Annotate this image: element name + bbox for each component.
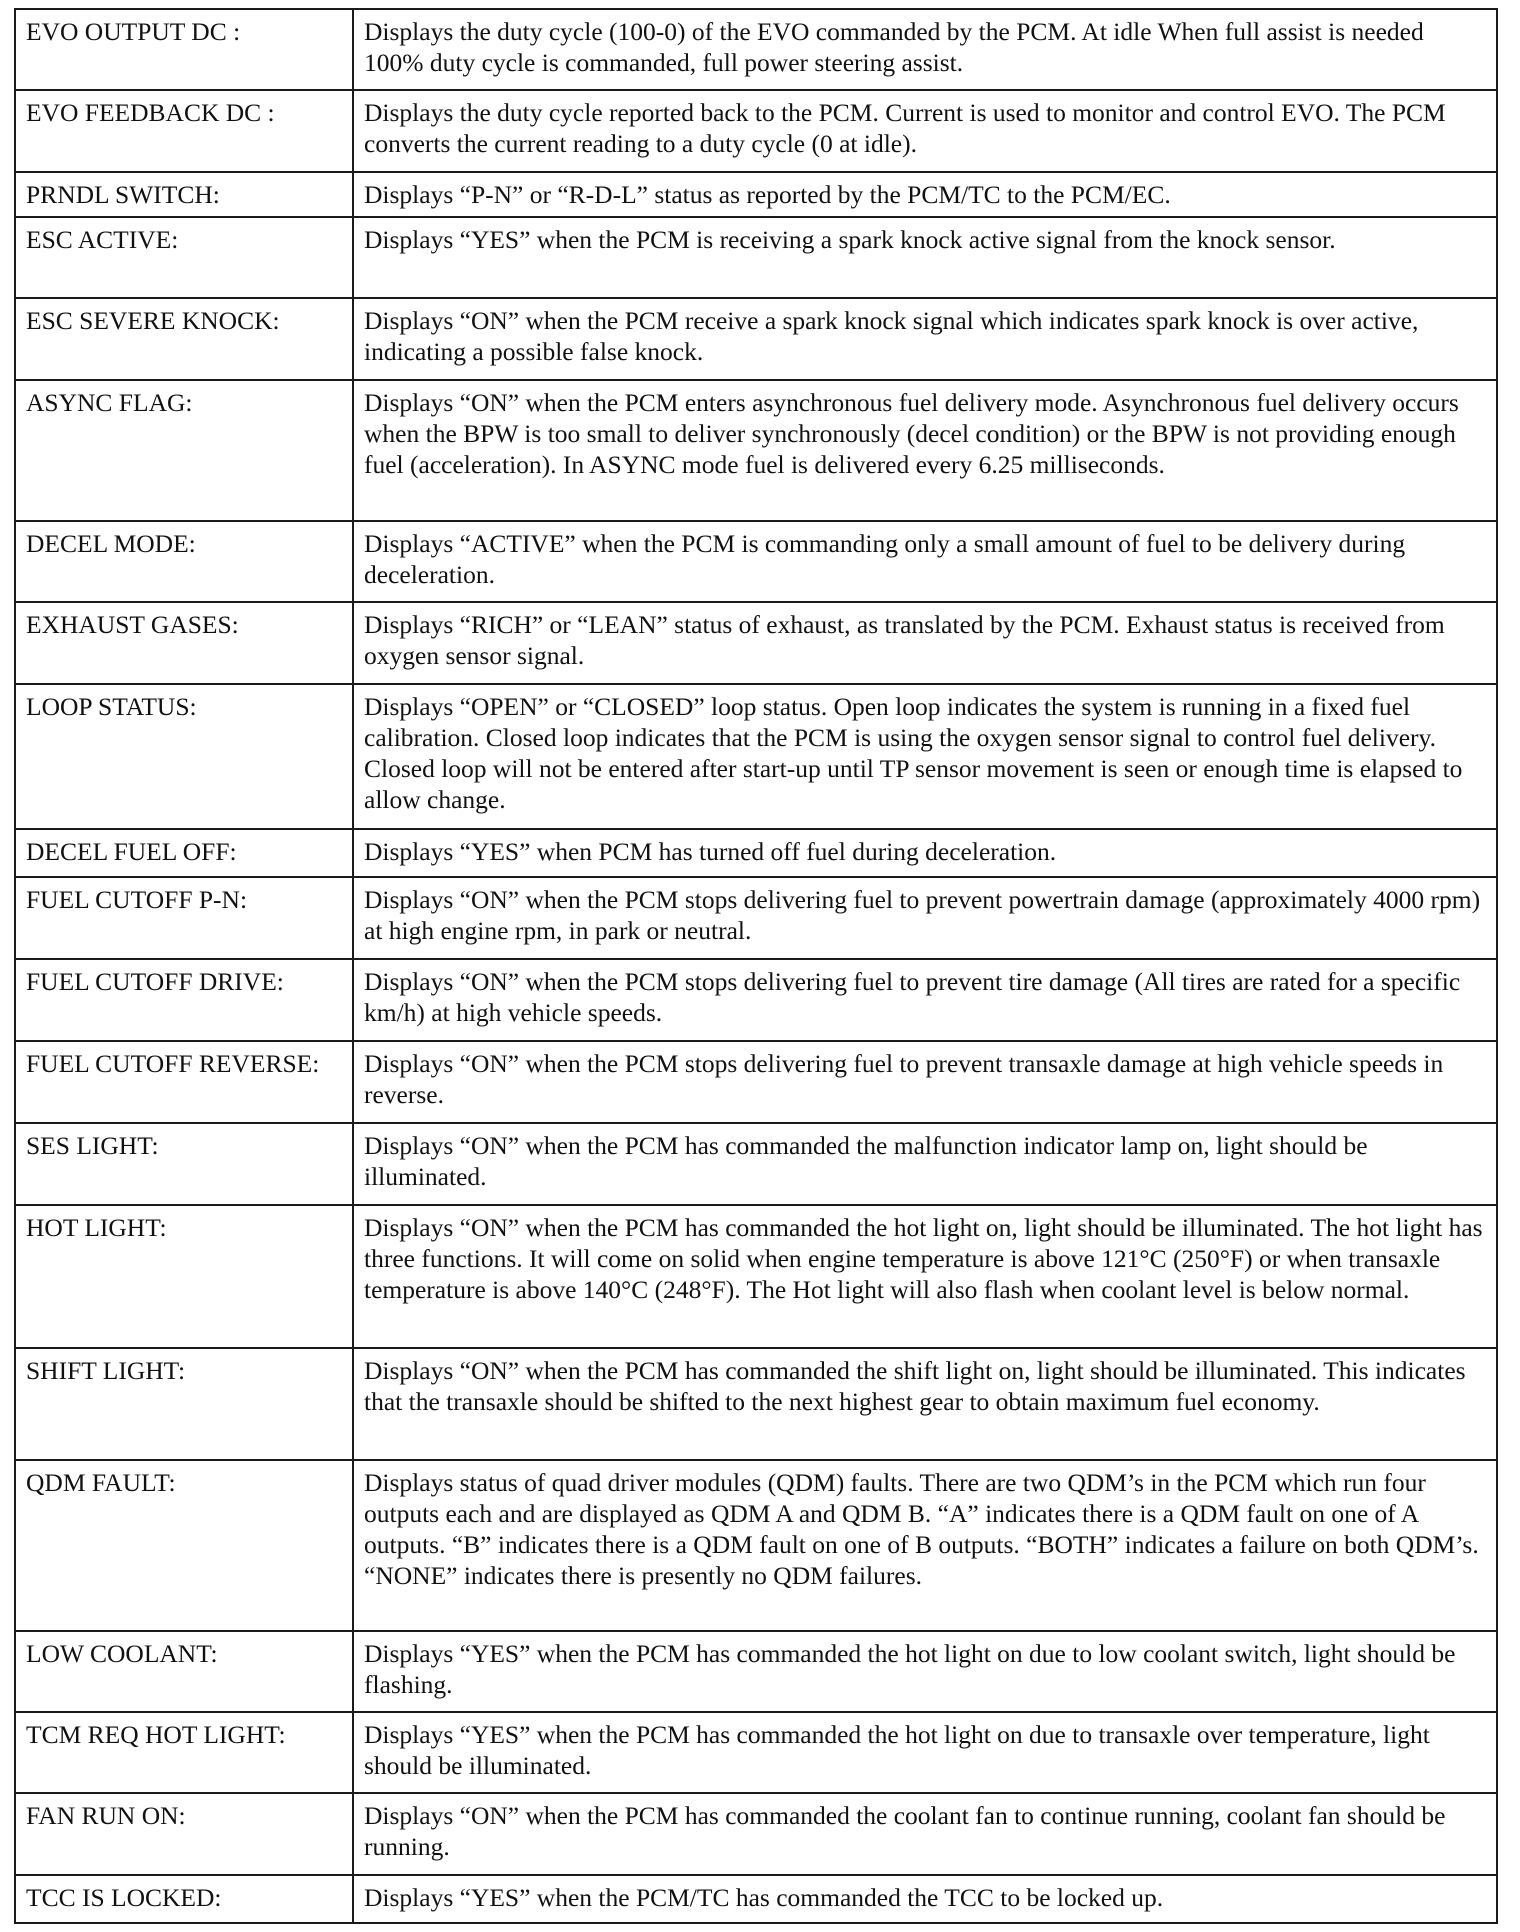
- parameter-name: TCC IS LOCKED:: [15, 1875, 353, 1923]
- parameter-description: Displays “OPEN” or “CLOSED” loop status. Open loop indicates the system is running in a fixed fuel calibration. Closed loop indicates that the PCM is using the oxygen sensor signal to control fuel delivery. Closed loop will not be entered after start-up until TP sensor movement is seen or enough time is elapsed to allow change.: [353, 684, 1497, 829]
- parameter-name: FUEL CUTOFF REVERSE:: [15, 1041, 353, 1123]
- parameter-name: ESC ACTIVE:: [15, 217, 353, 298]
- parameter-name: SHIFT LIGHT:: [15, 1348, 353, 1460]
- table-row: [15, 217, 1497, 298]
- parameter-description: Displays “ON” when the PCM stops delivering fuel to prevent tire damage (All tires are rated for a specific km/h) at high vehicle speeds.: [353, 959, 1497, 1041]
- parameter-name: DECEL MODE:: [15, 521, 353, 602]
- parameter-description: Displays “ACTIVE” when the PCM is commanding only a small amount of fuel to be delivery during deceleration.: [353, 521, 1497, 602]
- table-row: [15, 1712, 1497, 1794]
- table-row: [15, 90, 1497, 172]
- parameter-name: LOOP STATUS:: [15, 684, 353, 829]
- table-row: [15, 298, 1497, 380]
- parameter-name: ASYNC FLAG:: [15, 380, 353, 521]
- parameter-description: Displays “YES” when PCM has turned off fuel during deceleration.: [353, 829, 1497, 878]
- parameter-name: ESC SEVERE KNOCK:: [15, 298, 353, 380]
- table-row: [15, 1348, 1497, 1460]
- parameter-description: Displays “YES” when the PCM is receiving a spark knock active signal from the knock sensor.: [353, 217, 1497, 298]
- parameter-description: Displays the duty cycle reported back to the PCM. Current is used to monitor and control EVO. The PCM converts the current reading to a duty cycle (0 at idle).: [353, 90, 1497, 172]
- table-row: [15, 1793, 1497, 1875]
- parameter-name: LOW COOLANT:: [15, 1631, 353, 1712]
- table-row: [15, 172, 1497, 218]
- table-row: [15, 877, 1497, 959]
- parameter-name: EVO FEEDBACK DC :: [15, 90, 353, 172]
- parameter-description: Displays “ON” when the PCM enters asynchronous fuel delivery mode. Asynchronous fuel delivery occurs when the BPW is too small to deliver synchronously (decel condition) or the BPW is not providing enough fuel (acceleration). In ASYNC mode fuel is delivered every 6.25 milliseconds.: [353, 380, 1497, 521]
- parameter-name: TCM REQ HOT LIGHT:: [15, 1712, 353, 1794]
- parameter-definitions-table: [14, 8, 1498, 1924]
- parameter-description: Displays “ON” when the PCM stops delivering fuel to prevent transaxle damage at high vehicle speeds in reverse.: [353, 1041, 1497, 1123]
- table-row: [15, 1631, 1497, 1712]
- parameter-description: Displays “ON” when the PCM has commanded the malfunction indicator lamp on, light should be illuminated.: [353, 1123, 1497, 1205]
- parameter-definitions-page: [14, 8, 1498, 1924]
- parameter-description: Displays “RICH” or “LEAN” status of exhaust, as translated by the PCM. Exhaust status is received from oxygen sensor signal.: [353, 602, 1497, 684]
- parameter-name: DECEL FUEL OFF:: [15, 829, 353, 878]
- parameter-description: Displays “P-N” or “R-D-L” status as reported by the PCM/TC to the PCM/EC.: [353, 172, 1497, 218]
- parameter-description: Displays “ON” when the PCM receive a spark knock signal which indicates spark knock is over active, indicating a possible false knock.: [353, 298, 1497, 380]
- table-row: [15, 1205, 1497, 1348]
- parameter-description: Displays “ON” when the PCM has commanded the shift light on, light should be illuminated. This indicates that the transaxle should be shifted to the next highest gear to obtain maximum fuel economy.: [353, 1348, 1497, 1460]
- parameter-name: PRNDL SWITCH:: [15, 172, 353, 218]
- table-row: [15, 9, 1497, 90]
- table-row: [15, 1460, 1497, 1631]
- parameter-name: FUEL CUTOFF DRIVE:: [15, 959, 353, 1041]
- table-row: [15, 829, 1497, 878]
- parameter-name: EVO OUTPUT DC :: [15, 9, 353, 90]
- parameter-name: HOT LIGHT:: [15, 1205, 353, 1348]
- parameter-description: Displays the duty cycle (100-0) of the EVO commanded by the PCM. At idle When full assist is needed 100% duty cycle is commanded, full power steering assist.: [353, 9, 1497, 90]
- parameter-name: SES LIGHT:: [15, 1123, 353, 1205]
- parameter-description: Displays status of quad driver modules (QDM) faults. There are two QDM’s in the PCM which run four outputs each and are displayed as QDM A and QDM B. “A” indicates there is a QDM fault on one of A outputs. “B” indicates there is a QDM fault on one of B outputs. “BOTH” indicates a failure on both QDM’s. “NONE” indicates there is presently no QDM failures.: [353, 1460, 1497, 1631]
- parameter-description: Displays “ON” when the PCM stops delivering fuel to prevent powertrain damage (approximately 4000 rpm) at high engine rpm, in park or neutral.: [353, 877, 1497, 959]
- parameter-description: Displays “YES” when the PCM/TC has commanded the TCC to be locked up.: [353, 1875, 1497, 1923]
- table-row: [15, 521, 1497, 602]
- table-row: [15, 1041, 1497, 1123]
- table-row: [15, 380, 1497, 521]
- parameter-description: Displays “YES” when the PCM has commanded the hot light on due to transaxle over temperature, light should be illuminated.: [353, 1712, 1497, 1794]
- table-row: [15, 684, 1497, 829]
- table-row: [15, 1123, 1497, 1205]
- parameter-description: Displays “ON” when the PCM has commanded the coolant fan to continue running, coolant fan should be running.: [353, 1793, 1497, 1875]
- parameter-name: FAN RUN ON:: [15, 1793, 353, 1875]
- parameter-description: Displays “YES” when the PCM has commanded the hot light on due to low coolant switch, light should be flashing.: [353, 1631, 1497, 1712]
- table-row: [15, 1875, 1497, 1923]
- parameter-name: FUEL CUTOFF P-N:: [15, 877, 353, 959]
- parameter-description: Displays “ON” when the PCM has commanded the hot light on, light should be illuminated. The hot light has three functions. It will come on solid when engine temperature is above 121°C (250°F) or when transaxle temperature is above 140°C (248°F). The Hot light will also flash when coolant level is below normal.: [353, 1205, 1497, 1348]
- table-row: [15, 602, 1497, 684]
- parameter-name: QDM FAULT:: [15, 1460, 353, 1631]
- parameter-name: EXHAUST GASES:: [15, 602, 353, 684]
- table-row: [15, 959, 1497, 1041]
